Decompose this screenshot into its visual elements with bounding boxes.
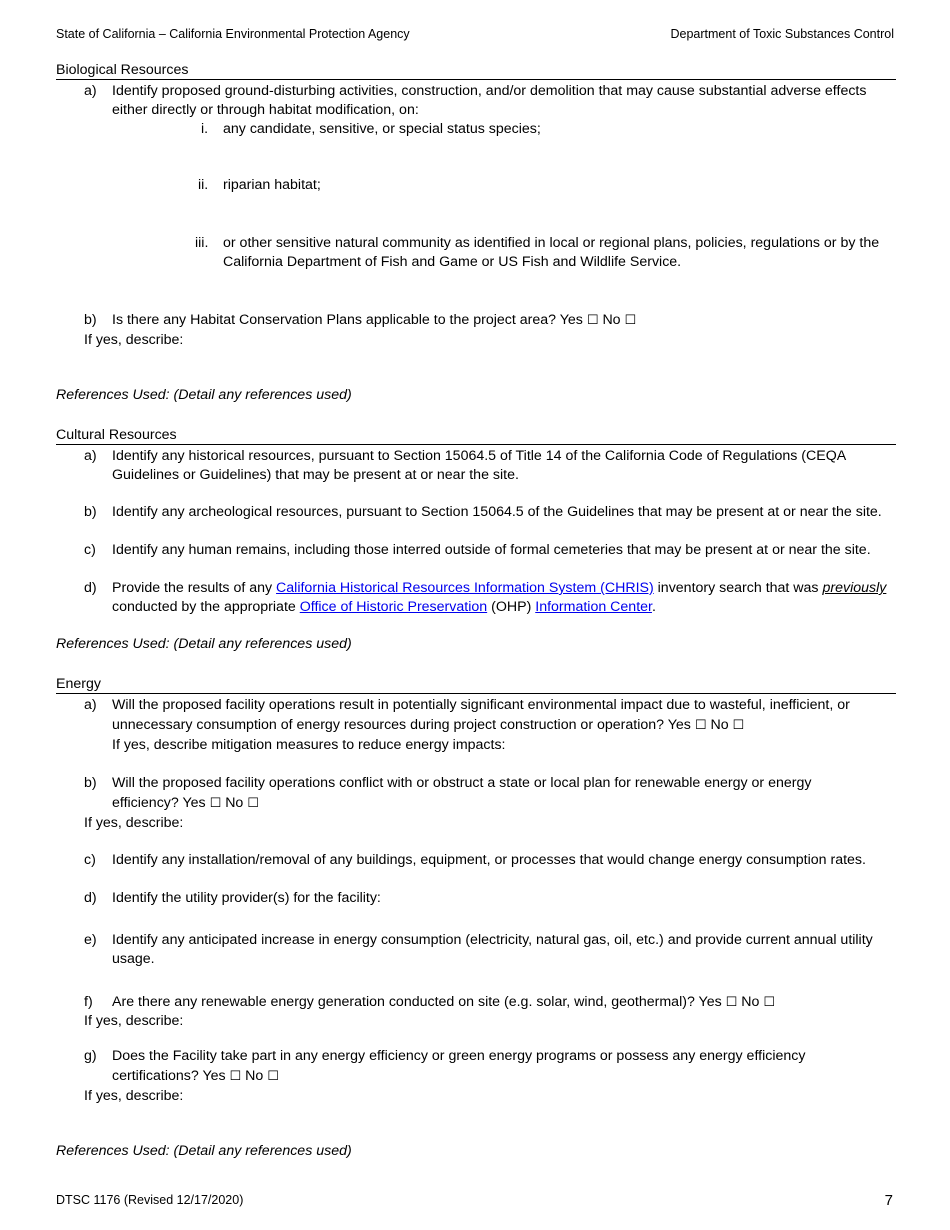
yes-checkbox[interactable]: ☐ xyxy=(229,1069,242,1084)
item-label: d) xyxy=(84,580,97,596)
bio-a-i-text: any candidate, sensitive, or special status species; xyxy=(223,121,541,137)
references-used: References Used: (Detail any references used) xyxy=(56,387,352,403)
references-used: References Used: (Detail any references used) xyxy=(56,636,352,652)
section-title-energy: Energy xyxy=(56,676,896,694)
yes-checkbox[interactable]: ☐ xyxy=(694,718,707,733)
information-center-link[interactable]: Information Center xyxy=(535,599,652,615)
header-department: Department of Toxic Substances Control xyxy=(670,27,894,41)
energy-c-text: Identify any installation/removal of any buildings, equipment, or processes that would change energy consumption rates. xyxy=(112,852,866,868)
item-label: b) xyxy=(84,312,97,328)
cultural-a-text: Identify any historical resources, pursuant to Section 15064.5 of Title 14 of the California Code of Regulations (CEQA xyxy=(112,448,847,464)
if-yes-describe: If yes, describe: xyxy=(84,815,184,831)
item-label: b) xyxy=(84,504,97,520)
yes-label: Yes xyxy=(182,795,206,811)
bio-a-text-cont: either directly or through habitat modification, on: xyxy=(112,102,419,118)
cultural-a-text-cont: Guidelines or Guidelines) that may be present at or near the site. xyxy=(112,467,519,483)
page-number: 7 xyxy=(884,1192,893,1209)
no-checkbox[interactable]: ☐ xyxy=(624,313,637,328)
cultural-c-text: Identify any human remains, including those interred outside of formal cemeteries that may be present at or near the site. xyxy=(112,542,871,558)
cultural-d-pre: Provide the results of any xyxy=(112,580,273,596)
bio-b-text: Is there any Habitat Conservation Plans applicable to the project area? xyxy=(112,312,557,328)
item-label: d) xyxy=(84,890,97,906)
energy-d-text: Identify the utility provider(s) for the facility: xyxy=(112,890,381,906)
subitem-label: i. xyxy=(201,121,209,137)
energy-g-text: Does the Facility take part in any energy efficiency or green energy programs or possess any energy efficiency xyxy=(112,1048,806,1064)
energy-a-mitigation: If yes, describe mitigation measures to reduce energy impacts: xyxy=(112,737,506,753)
section-title-biological-resources: Biological Resources xyxy=(56,62,896,80)
yes-label: Yes xyxy=(559,312,583,328)
footer-form-number: DTSC 1176 (Revised 12/17/2020) xyxy=(56,1193,244,1207)
energy-g-text-cont: certifications? xyxy=(112,1068,199,1084)
item-label: a) xyxy=(84,448,97,464)
cultural-d-ohp: (OHP) xyxy=(491,599,532,615)
no-label: No xyxy=(602,312,621,328)
bio-a-text: Identify proposed ground-disturbing activities, construction, and/or demolition that may cause substantial adverse effects xyxy=(112,83,867,99)
item-label: g) xyxy=(84,1048,97,1064)
no-label: No xyxy=(245,1068,264,1084)
no-checkbox[interactable]: ☐ xyxy=(732,718,745,733)
no-label: No xyxy=(741,994,760,1010)
energy-f-text: Are there any renewable energy generation conducted on site (e.g. solar, wind, geothermal)? xyxy=(112,994,695,1010)
yes-checkbox[interactable]: ☐ xyxy=(586,313,599,328)
if-yes-describe: If yes, describe: xyxy=(84,1088,184,1104)
yes-label: Yes xyxy=(698,994,722,1010)
energy-a-question xyxy=(112,716,744,736)
energy-a-text: Will the proposed facility operations result in potentially significant environmental impact due to wasteful, inefficient, or xyxy=(112,697,850,713)
energy-f-question xyxy=(112,993,775,1013)
ohp-link[interactable]: Office of Historic Preservation xyxy=(299,599,488,615)
energy-b-text-cont: efficiency? xyxy=(112,795,179,811)
section-title-cultural-resources: Cultural Resources xyxy=(56,427,896,445)
yes-label: Yes xyxy=(202,1068,226,1084)
bio-a-ii-text: riparian habitat; xyxy=(223,177,321,193)
yes-label: Yes xyxy=(667,717,691,733)
no-label: No xyxy=(710,717,729,733)
cultural-d-end: . xyxy=(651,599,656,615)
item-label: c) xyxy=(84,542,96,558)
energy-e-text: Identify any anticipated increase in energy consumption (electricity, natural gas, oil, etc.) and provide current annual utility xyxy=(112,932,873,948)
yes-checkbox[interactable]: ☐ xyxy=(725,995,738,1010)
if-yes-describe: If yes, describe: xyxy=(84,332,184,348)
no-checkbox[interactable]: ☐ xyxy=(267,1069,279,1084)
cultural-b-text: Identify any archeological resources, pursuant to Section 15064.5 of the Guidelines that may be present at or near the site. xyxy=(112,504,882,520)
bio-b-question xyxy=(112,311,636,331)
cultural-d-mid: inventory search that was xyxy=(657,580,819,596)
cultural-d-previously: previously xyxy=(822,580,887,596)
bio-a-iii-text-cont: California Department of Fish and Game or US Fish and Wildlife Service. xyxy=(223,254,682,270)
item-label: c) xyxy=(84,852,96,868)
item-label: a) xyxy=(84,697,97,713)
item-label: b) xyxy=(84,775,97,791)
energy-g-question xyxy=(112,1067,279,1087)
item-label: f) xyxy=(84,994,93,1010)
cultural-d-text xyxy=(112,579,886,599)
no-label: No xyxy=(225,795,244,811)
item-label: e) xyxy=(84,932,97,948)
energy-a-text-cont: unnecessary consumption of energy resources during project construction or operation? xyxy=(112,717,665,733)
no-checkbox[interactable]: ☐ xyxy=(247,796,259,811)
energy-b-text: Will the proposed facility operations conflict with or obstruct a state or local plan for renewable energy or energy xyxy=(112,775,812,791)
header-agency: State of California – California Environmental Protection Agency xyxy=(56,27,410,41)
energy-e-text-cont: usage. xyxy=(112,951,155,967)
cultural-d-line2-pre: conducted by the appropriate xyxy=(112,599,296,615)
subitem-label: iii. xyxy=(195,235,209,251)
energy-b-question xyxy=(112,794,259,814)
references-used: References Used: (Detail any references used) xyxy=(56,1143,352,1159)
subitem-label: ii. xyxy=(198,177,209,193)
chris-link[interactable]: California Historical Resources Information System (CHRIS) xyxy=(276,580,654,596)
no-checkbox[interactable]: ☐ xyxy=(763,995,775,1010)
bio-a-iii-text: or other sensitive natural community as identified in local or regional plans, policies, regulations or by the xyxy=(223,235,880,251)
yes-checkbox[interactable]: ☐ xyxy=(209,796,222,811)
item-label: a) xyxy=(84,83,97,99)
if-yes-describe: If yes, describe: xyxy=(84,1013,184,1029)
cultural-d-text-cont xyxy=(112,598,656,618)
